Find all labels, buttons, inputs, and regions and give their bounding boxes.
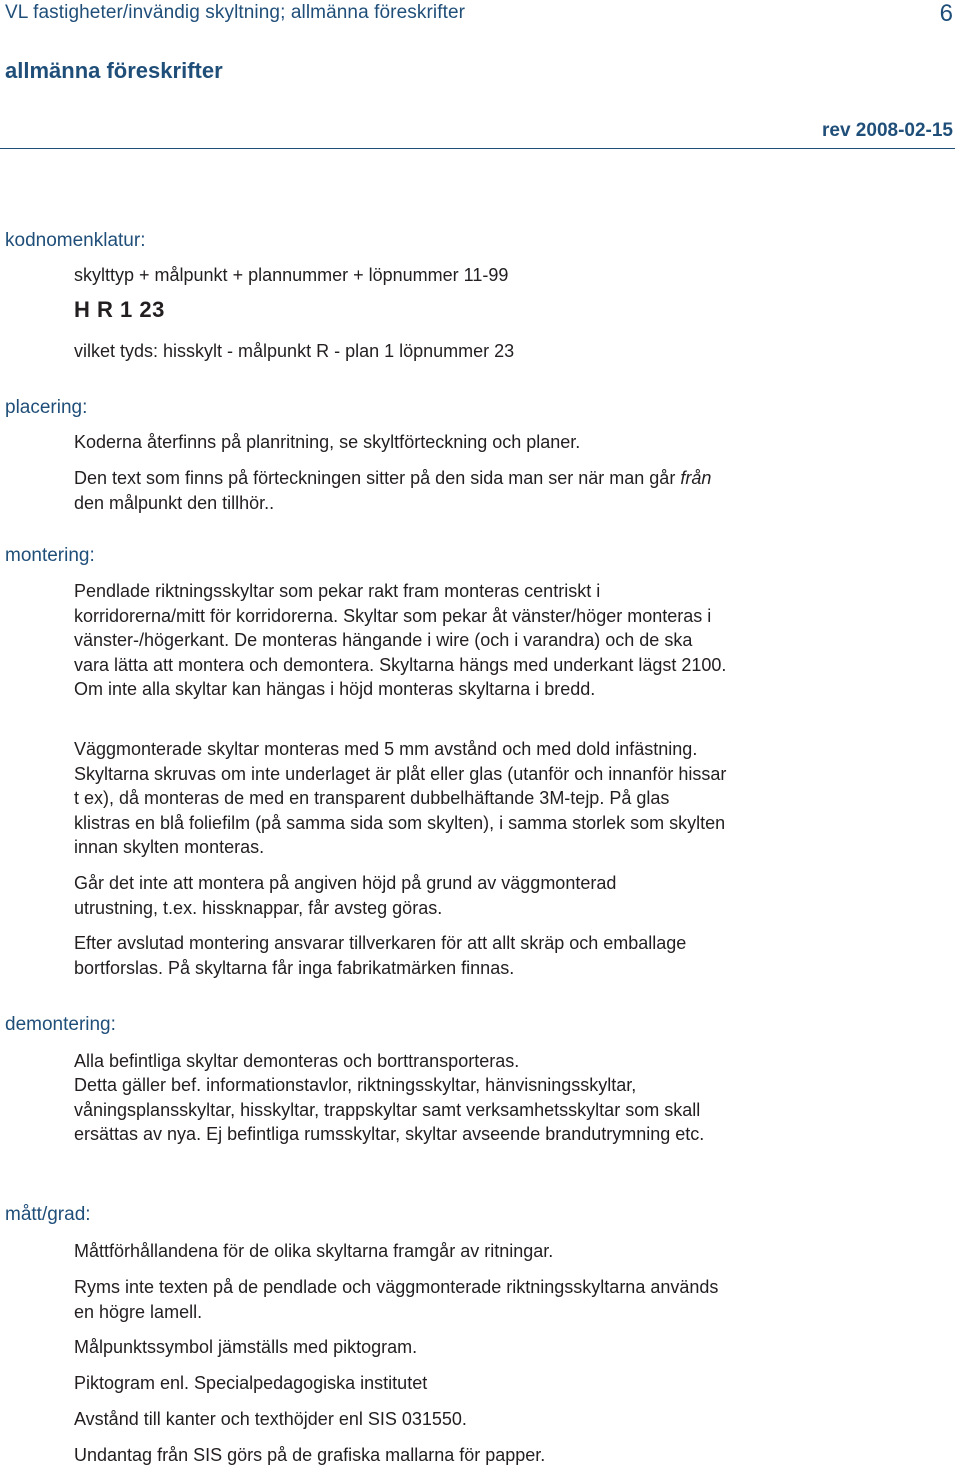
label-montering: montering:: [5, 545, 95, 566]
label-matt-grad: mått/grad:: [5, 1204, 91, 1225]
revision-date: rev 2008-02-15: [822, 120, 953, 141]
demontering-paragraph-2: Detta gäller bef. informationstavlor, riktningsskyltar, hänvisningsskyltar, våningsplansskyltar, hisskyltar, trappskyltar samt verksamhetsskyltar som skall ersättas av nya. Ej befintliga rumsskyltar, skyltar avseende brandutrymning etc.: [74, 1075, 705, 1144]
label-kodnomenklatur: kodnomenklatur:: [5, 230, 146, 251]
placering-paragraph-1: Koderna återfinns på planritning, se skyltförteckning och planer.: [74, 432, 581, 452]
montering-paragraph-1: Pendlade riktningsskyltar som pekar rakt fram monteras centriskt i korridorerna/mitt för korridorerna. Skyltar som pekar åt vänster/höger monteras i vänster-/högerkant. De monteras hängande i wire (och i varandra) och de ska vara lätta att montera och demontera. Skyltarna hängs med underkant lägst 2100. Om inte alla skyltar kan hängas i höjd monteras skyltarna i bredd.: [74, 581, 727, 699]
matt-grad-paragraph-4: Piktogram enl. Specialpedagogiska institutet: [74, 1373, 428, 1393]
code-explanation: vilket tyds: hisskylt - målpunkt R - plan 1 löpnummer 23: [74, 341, 515, 361]
demontering-paragraph-1: Alla befintliga skyltar demonteras och borttransporteras.: [74, 1051, 520, 1071]
code-example: H R 1 23: [74, 297, 165, 322]
montering-paragraph-3: Går det inte att montera på angiven höjd på grund av väggmonterad utrustning, t.ex. hissknappar, får avsteg göras.: [74, 873, 617, 918]
placering-text-before: Den text som finns på förteckningen sitter på den sida man ser när man går: [74, 468, 681, 488]
placering-text-after: den målpunkt den tillhör..: [74, 492, 275, 513]
matt-grad-paragraph-6: Undantag från SIS görs på de grafiska mallarna för papper.: [74, 1445, 546, 1465]
matt-grad-paragraph-1: Måttförhållandena för de olika skyltarna framgår av ritningar.: [74, 1241, 554, 1261]
matt-grad-paragraph-5: Avstånd till kanter och texthöjder enl SIS 031550.: [74, 1409, 467, 1429]
page-number: 6: [939, 0, 953, 27]
matt-grad-paragraph-2: Ryms inte texten på de pendlade och väggmonterade riktningsskyltarna används en högre lamell.: [74, 1277, 719, 1322]
label-placering: placering:: [5, 397, 88, 418]
matt-grad-paragraph-3: Målpunktssymbol jämställs med piktogram.: [74, 1337, 418, 1357]
montering-paragraph-4: Efter avslutad montering ansvarar tillverkaren för att allt skräp och emballage bortforslas. På skyltarna får inga fabrikatmärken finnas.: [74, 933, 687, 978]
header-divider: [0, 148, 955, 149]
montering-paragraph-2: Väggmonterade skyltar monteras med 5 mm avstånd och med dold infästning. Skyltarna skruvas om inte underlaget är plåt eller glas (utanför och innanför hissar t ex), då monteras de med en transparent dubbelhäftande 3M-tejp. På glas klistras en blå foliefilm (på samma sida som skylten), i samma storlek som skylten innan skylten monteras.: [74, 739, 727, 857]
document-header-title: VL fastigheter/invändig skyltning; allmänna föreskrifter: [5, 2, 466, 23]
label-demontering: demontering:: [5, 1014, 116, 1035]
code-formula: skylttyp + målpunkt + plannummer + löpnummer 11-99: [74, 265, 509, 285]
section-heading: allmänna föreskrifter: [5, 58, 223, 83]
placering-text-italic: från: [680, 468, 712, 488]
placering-paragraph-2: [74, 466, 734, 515]
